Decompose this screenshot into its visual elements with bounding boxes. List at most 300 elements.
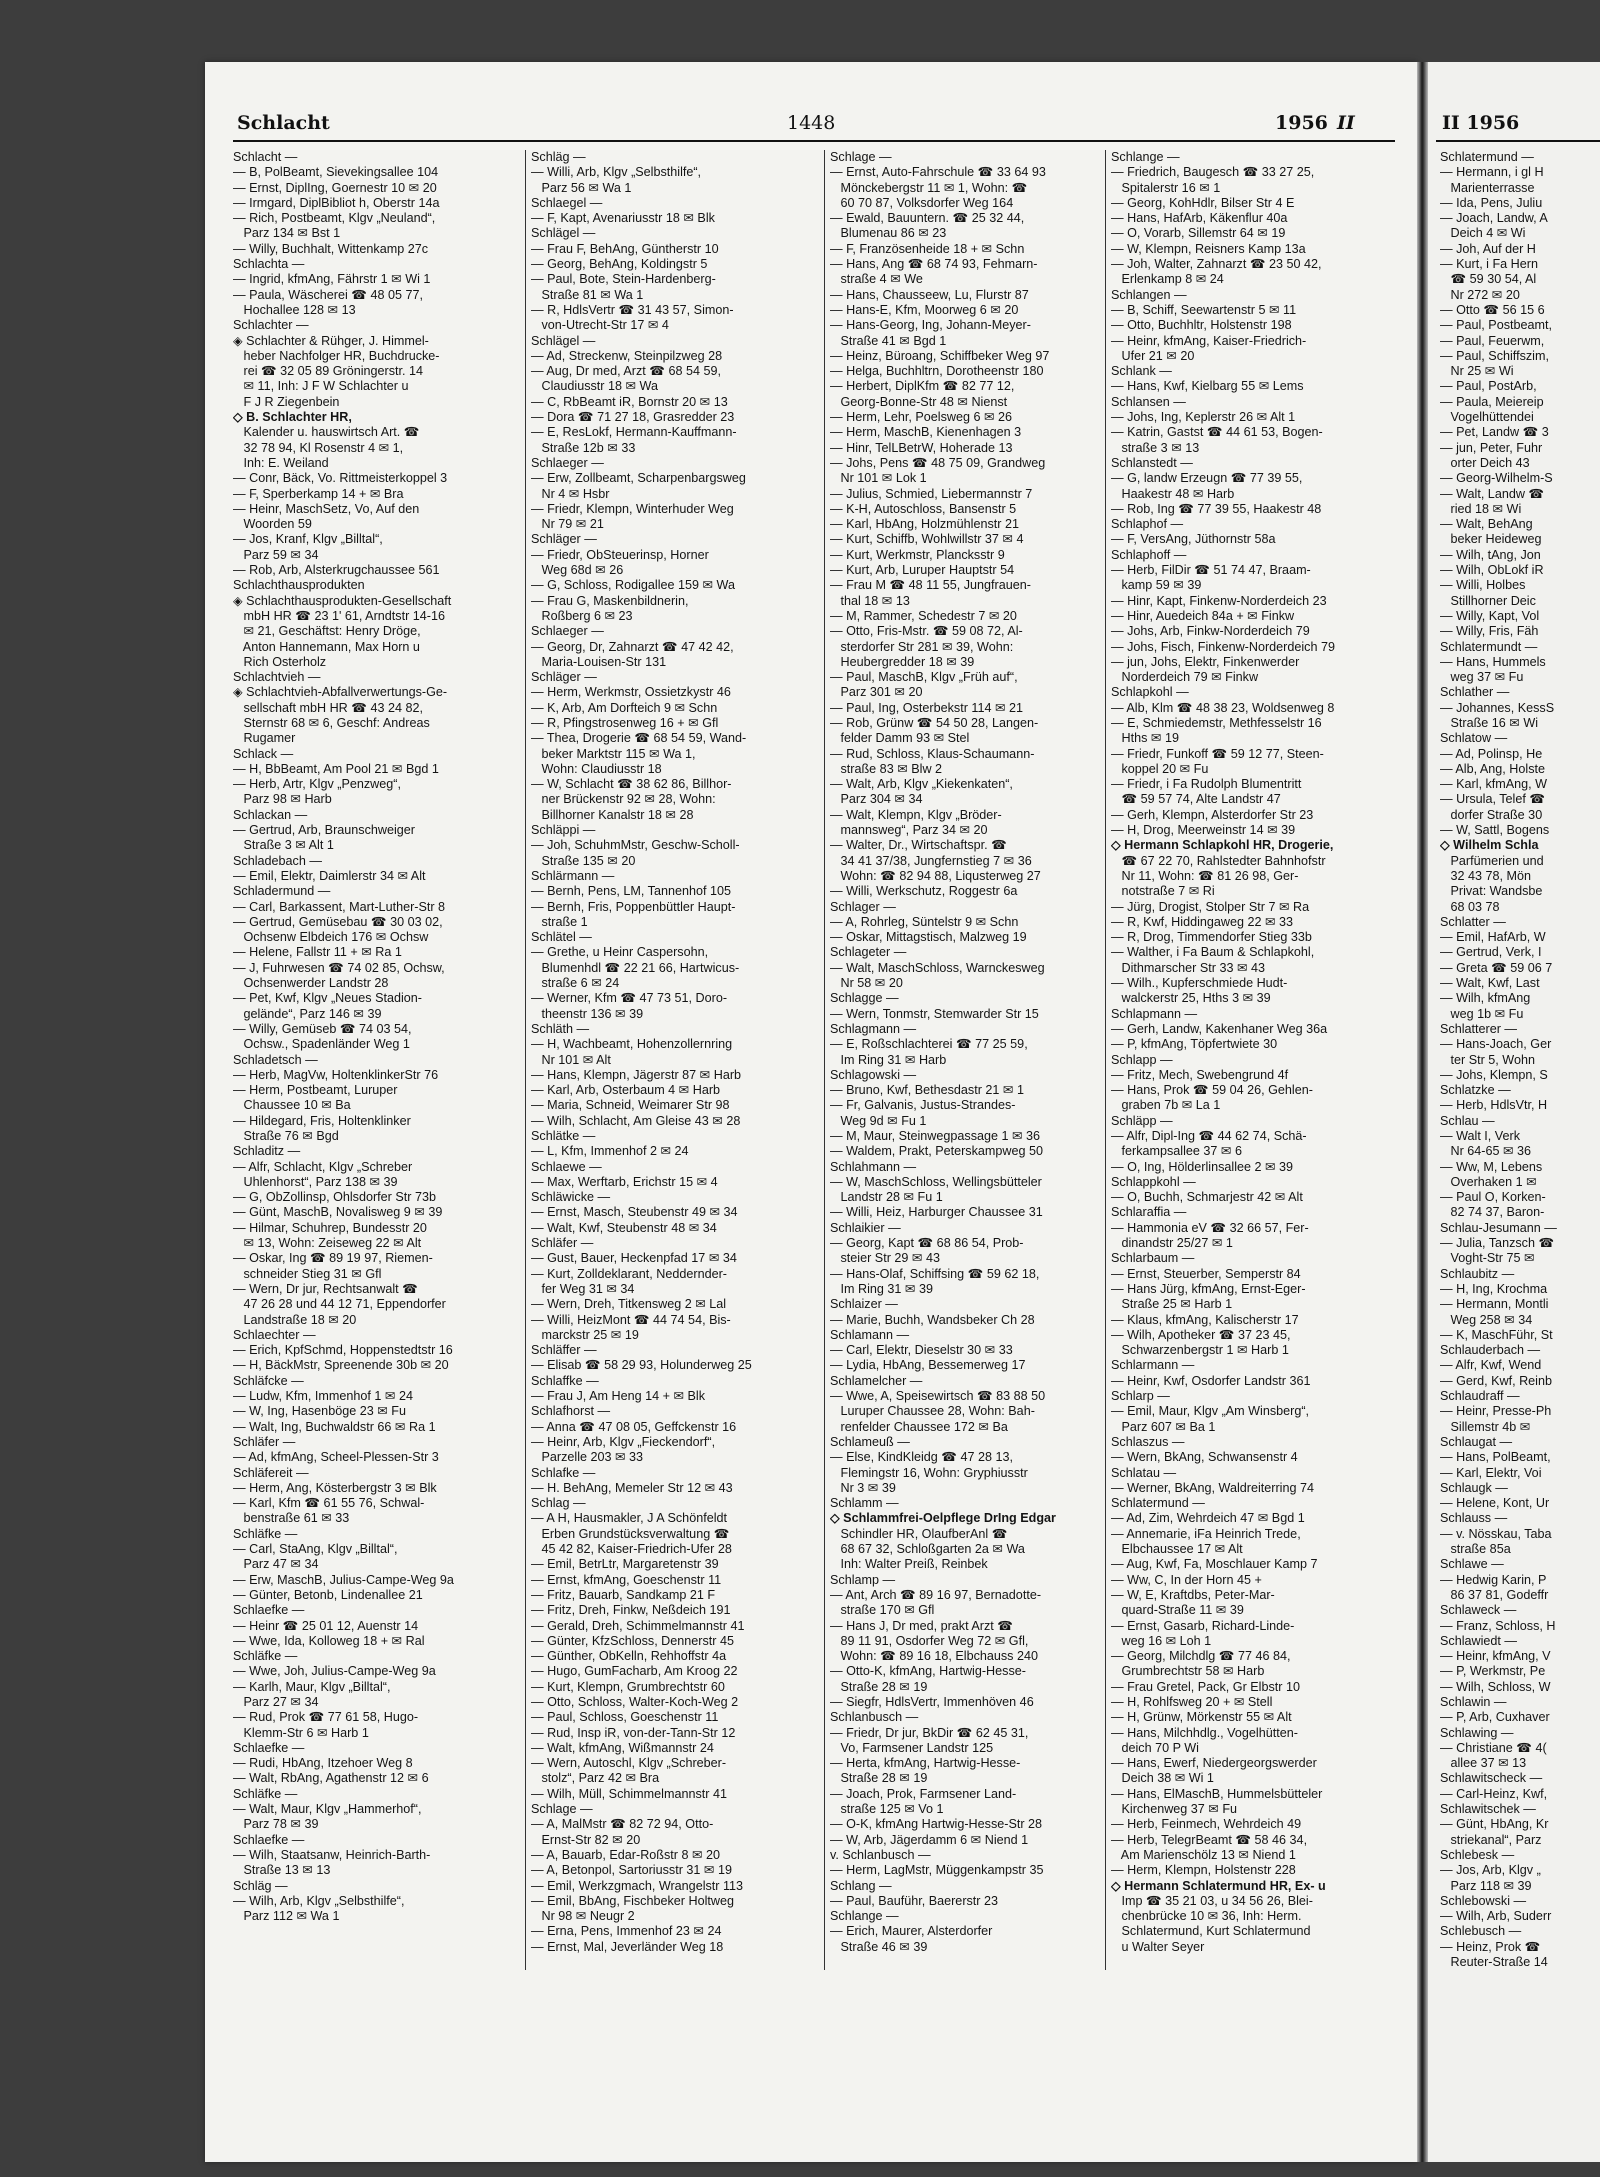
directory-entry-line: Norderdeich 79 ✉ Finkw [1111, 670, 1259, 685]
directory-entry-line: — B, Schiff, Seewartenstr 5 ✉ 11 [1111, 302, 1297, 317]
directory-entry-line: — Jos, Arb, Klgv „ [1440, 1863, 1541, 1878]
directory-entry-line: — Herm, Werkmstr, Ossietzkystr 46 [531, 685, 731, 700]
directory-entry-line: straße 125 ✉ Vo 1 [830, 1802, 944, 1817]
directory-entry-line: — Paul O, Korken- [1440, 1190, 1546, 1205]
directory-entry-line: Schlätel — [531, 930, 592, 945]
directory-entry-line: — Heinz, Prok ☎ [1440, 1939, 1541, 1954]
directory-entry-line: — Gust, Bauer, Heckenpfad 17 ✉ 34 [531, 1251, 737, 1266]
directory-entry-line: — Wilh, Apotheker ☎ 37 23 45, [1111, 1327, 1291, 1342]
directory-entry-line: — Hans, Kwf, Kielbarg 55 ✉ Lems [1111, 379, 1304, 394]
directory-entry-line: — Erich, Maurer, Alsterdorfer [830, 1924, 993, 1939]
directory-entry-line: Luruper Chaussee 28, Wohn: Bah- [830, 1404, 1035, 1419]
directory-entry-line: Stillhorner Deic [1440, 593, 1536, 608]
directory-entry-line: — Gertrud, Gemüsebau ☎ 30 03 02, [233, 914, 443, 929]
directory-entry-line: Nr 101 ✉ Lok 1 [830, 471, 927, 486]
directory-entry-line: 32 43 78, Mön [1440, 868, 1532, 883]
directory-entry-line: Schlebusch — [1440, 1924, 1522, 1939]
directory-entry-line: Marienterrasse [1440, 180, 1535, 195]
directory-entry-line: allee 37 ✉ 13 [1440, 1756, 1527, 1771]
directory-entry-line: — Paul, PostArb, [1440, 379, 1537, 394]
directory-entry-line: — W, MaschSchloss, Wellingsbütteler [830, 1174, 1042, 1189]
directory-entry-line: Schlafhorst — [531, 1404, 611, 1419]
directory-entry-line: — Hans, Prok ☎ 59 04 26, Gehlen- [1111, 1083, 1313, 1098]
directory-entry-line: — Herbert, DiplKfm ☎ 82 77 12, [830, 379, 1015, 394]
directory-entry-line: Schlawe — [1440, 1557, 1504, 1572]
directory-entry-line: straße 4 ✉ We [830, 272, 923, 287]
directory-entry-line: 89 11 91, Osdorfer Weg 72 ✉ Gfl, [830, 1633, 1029, 1648]
directory-entry-line: beker Heideweg [1440, 532, 1542, 547]
directory-entry-line: — Ww, M, Lebens [1440, 1159, 1543, 1174]
column-divider [1105, 150, 1106, 1970]
directory-entry-line: — Walt, kfmAng, Wißmannstr 24 [531, 1740, 714, 1755]
directory-entry-line: — W, Sattl, Bogens [1440, 823, 1550, 838]
directory-entry-line: marckstr 25 ✉ 19 [531, 1327, 639, 1342]
directory-entry-line: — Ernst, Gasarb, Richard-Linde- [1111, 1618, 1295, 1633]
directory-entry-line: — Friedr, ObSteuerinsp, Horner [531, 547, 709, 562]
directory-entry-line: Chaussee 10 ✉ Ba [233, 1098, 351, 1113]
directory-entry-line: Schlaudraff — [1440, 1389, 1520, 1404]
directory-entry-line: — Herb, Artr, Klgv „Penzweg“, [233, 777, 401, 792]
directory-entry-line: — Karl, Kfm ☎ 61 55 76, Schwal- [233, 1496, 425, 1511]
directory-entry-line: — Walt, MaschSchloss, Warnckesweg [830, 960, 1045, 975]
directory-entry-line: — W, Klempn, Reisners Kamp 13a [1111, 241, 1306, 256]
directory-entry-line: Schläfereit — [233, 1465, 309, 1480]
directory-entry-line: Woorden 59 [233, 517, 312, 532]
directory-entry-line: Schlage — [531, 1802, 593, 1817]
directory-entry-line: — Aug, Dr med, Arzt ☎ 68 54 59, [531, 364, 721, 379]
directory-entry-line: — Hans-E, Kfm, Moorweg 6 ✉ 20 [830, 302, 1019, 317]
directory-entry-line: Straße 16 ✉ Wi [1440, 715, 1539, 730]
directory-entry-line: Schlaeger — [531, 624, 604, 639]
directory-entry-line: Schlauderbach — [1440, 1343, 1541, 1358]
directory-entry-line: Anton Hannemann, Max Horn u [233, 639, 420, 654]
directory-entry-line: — Paul, Schiffszim, [1440, 348, 1549, 363]
directory-entry-line: — Wilh, Arb, Klgv „Selbsthilfe“, [233, 1893, 405, 1908]
directory-entry-line: Ochsenw Elbdeich 176 ✉ Ochsw [233, 930, 429, 945]
directory-entry-line: — Hans, PolBeamt, [1440, 1450, 1551, 1465]
directory-entry-line: — Paula, Meiereip [1440, 394, 1544, 409]
directory-entry-line: — Klaus, kfmAng, Kalischerstr 17 [1111, 1312, 1299, 1327]
directory-entry-line: Schläg — [531, 150, 586, 164]
directory-entry-line: — Willi, HeizMont ☎ 44 74 54, Bis- [531, 1312, 731, 1327]
directory-entry-line: — G, Schloss, Rodigallee 159 ✉ Wa [531, 578, 735, 593]
directory-entry-line: Straße 25 ✉ Harb 1 [1111, 1297, 1233, 1312]
directory-entry-line: — Gerd, Kwf, Reinb [1440, 1373, 1552, 1388]
directory-entry-line: Parz 118 ✉ 39 [1440, 1878, 1532, 1893]
directory-entry-line: Schlanstedt — [1111, 455, 1193, 470]
directory-entry-line: — Kurt, Schiffb, Wohlwillstr 37 ✉ 4 [830, 532, 1024, 547]
directory-entry-line: — O, Vorarb, Sillemstr 64 ✉ 19 [1111, 226, 1286, 241]
directory-entry-line: — Heinr, MaschSetz, Vo, Auf den [233, 501, 420, 516]
directory-entry-line: — H, BbBeamt, Am Pool 21 ✉ Bgd 1 [233, 761, 439, 776]
directory-entry-line: — Hermann, i gl H [1440, 165, 1544, 180]
directory-entry-line: — Wern, Dr jur, Rechtsanwalt ☎ [233, 1281, 418, 1296]
next-page-header: II 1956 [1442, 112, 1520, 134]
directory-entry-line: — Wern, BkAng, Schwansenstr 4 [1111, 1450, 1298, 1465]
directory-entry-line: — Walt I, Verk [1440, 1129, 1521, 1143]
directory-entry-line: — Emil, HafArb, W [1440, 930, 1546, 945]
directory-entry-line: — Otto, Schloss, Walter-Koch-Weg 2 [531, 1694, 739, 1709]
directory-entry-line: — Marie, Buchh, Wandsbeker Ch 28 [830, 1312, 1035, 1327]
directory-entry-line: — v. Nösskau, Taba [1440, 1526, 1552, 1541]
directory-entry-line: — Hildegard, Fris, Holtenklinker [233, 1113, 411, 1128]
directory-entry-line: — Carl, Barkassent, Mart-Luther-Str 8 [233, 899, 446, 914]
directory-entry-line: — Fritz, Dreh, Finkw, Neßdeich 191 [531, 1603, 731, 1618]
directory-entry-line: — Joh, Walter, Zahnarzt ☎ 23 50 42, [1111, 257, 1322, 272]
directory-entry-line: — R, HdlsVertr ☎ 31 43 57, Simon- [531, 302, 734, 317]
directory-entry-line: — Paul, Bote, Stein-Hardenberg- [531, 272, 716, 287]
directory-entry-line: Schlagge — [830, 991, 899, 1006]
directory-entry-line: Nr 272 ✉ 20 [1440, 287, 1520, 302]
directory-entry-line: Dithmarscher Str 33 ✉ 43 [1111, 960, 1266, 975]
directory-entry-line: — Alb, Ang, Holste [1440, 761, 1546, 776]
directory-entry-line: — Hans J, Dr med, prakt Arzt ☎ [830, 1618, 1013, 1633]
directory-entry-line: Schlawitschek — [1440, 1802, 1536, 1817]
directory-entry-line: — Conr, Bäck, Vo. Rittmeisterkoppel 3 [233, 471, 448, 486]
directory-entry-line: Schläth — [531, 1021, 590, 1036]
directory-entry-line: — Georg, Dr, Zahnarzt ☎ 47 42 42, [531, 639, 734, 654]
directory-entry-line: Nr 64-65 ✉ 36 [1440, 1144, 1532, 1159]
directory-entry-line: Schläfcke — [233, 1373, 304, 1388]
directory-entry-line: Schläffer — [531, 1343, 597, 1358]
directory-entry-line: — Herb, Feinmech, Wehrdeich 49 [1111, 1817, 1302, 1832]
directory-entry-line: Schlau-Jesumann — [1440, 1220, 1557, 1235]
directory-entry-line: — Jos, Kranf, Klgv „Billtal“, [233, 532, 383, 547]
directory-entry-line: Schlaubitz — [1440, 1266, 1515, 1281]
directory-entry-line: — Willy, Kapt, Vol [1440, 608, 1540, 623]
directory-entry-line: — P, Werkmstr, Pe [1440, 1664, 1546, 1679]
directory-entry-line: Schladitz — [233, 1144, 301, 1159]
directory-entry-line: — Herm, Ang, Kösterbergstr 3 ✉ Blk [233, 1480, 437, 1495]
directory-entry-line: — H, Ing, Krochma [1440, 1281, 1548, 1296]
directory-entry-line: notstraße 7 ✉ Ri [1111, 884, 1215, 899]
directory-entry-line: ◈ Schlachter & Rühger, J. Himmel- [233, 333, 429, 348]
directory-entry-line: Schlaugat — [1440, 1434, 1513, 1449]
directory-entry-line: — O, Buchh, Schmarjestr 42 ✉ Alt [1111, 1190, 1303, 1205]
directory-entry-line: graben 7b ✉ La 1 [1111, 1098, 1221, 1113]
directory-entry-line: stolz“, Parz 42 ✉ Bra [531, 1771, 660, 1786]
directory-entry-line: — Irmgard, DiplBibliot h, Oberstr 14a [233, 195, 440, 210]
directory-entry-line: 68 67 32, Schloßgarten 2a ✉ Wa [830, 1542, 1025, 1557]
directory-entry-line: — Annemarie, iFa Heinrich Trede, [1111, 1526, 1301, 1541]
directory-entry-line: Schlatterer — [1440, 1021, 1517, 1036]
directory-entry-line: heber Nachfolger HR, Buchdrucke- [233, 348, 440, 363]
directory-entry-line: Schlaikier — [830, 1220, 901, 1235]
directory-entry-line: — Heinr, Arb, Klgv „Fieckendorf“, [531, 1434, 716, 1449]
directory-entry-line: — Heinr, Kwf, Osdorfer Landstr 361 [1111, 1373, 1311, 1388]
directory-entry-line: Georg-Bonne-Str 48 ✉ Nienst [830, 394, 1008, 409]
directory-entry-line: Straße 28 ✉ 19 [830, 1679, 928, 1694]
directory-entry-line: Schlachthausprodukten [233, 578, 365, 593]
directory-entry-line: Schlaechter — [233, 1327, 316, 1342]
directory-entry-line: Straße 12b ✉ 33 [531, 440, 636, 455]
directory-entry-line: — Julia, Tanzsch ☎ [1440, 1236, 1555, 1251]
directory-entry-line: — F, Sperberkamp 14 + ✉ Bra [233, 486, 404, 501]
directory-entry-line: Schlatermund — [1111, 1496, 1205, 1511]
directory-entry-line: Schlaefke — [233, 1740, 305, 1755]
directory-entry-line: — Paul, Ing, Osterbekstr 114 ✉ 21 [830, 700, 1024, 715]
directory-entry-line: Schlawing — [1440, 1725, 1514, 1740]
directory-entry-line: 32 78 94, Kl Rosenstr 4 ✉ 1, [233, 440, 404, 455]
directory-entry-line: — Günt, HbAng, Kr [1440, 1817, 1549, 1832]
directory-entry-line: Straße 13 ✉ 13 [233, 1863, 331, 1878]
directory-entry-line: — Paul, Feuerwm, [1440, 333, 1545, 348]
directory-entry-line: Schlauss — [1440, 1511, 1508, 1526]
directory-entry-line: — Herb, MagVw, HoltenklinkerStr 76 [233, 1067, 439, 1082]
directory-entry-line: Schlangen — [1111, 287, 1187, 302]
directory-entry-line: — Rud, Schloss, Klaus-Schaumann- [830, 746, 1035, 761]
directory-entry-line: — C, RbBeamt iR, Bornstr 20 ✉ 13 [531, 394, 728, 409]
directory-entry-line: — K-H, Autoschloss, Bansenstr 5 [830, 501, 1017, 516]
directory-entry-line: Erben Grundstücksverwaltung ☎ [531, 1526, 730, 1541]
directory-entry-line: — Fritz, Mech, Swebengrund 4f [1111, 1067, 1289, 1082]
directory-entry-line: — F, Französenheide 18 + ✉ Schn [830, 241, 1025, 256]
directory-entry-line: — Greta ☎ 59 06 7 [1440, 960, 1553, 975]
directory-entry-line: Schläfer — [233, 1434, 296, 1449]
directory-entry-line: Schlatzke — [1440, 1083, 1511, 1098]
directory-entry-line: — Wilh, kfmAng [1440, 991, 1531, 1006]
directory-entry-line: — Günter, KfzSchloss, Dennerstr 45 [531, 1633, 734, 1648]
directory-entry-line: Schlebesk — [1440, 1847, 1515, 1862]
directory-entry-line: Schladermund — [233, 884, 331, 899]
directory-entry-line: Wohn: ☎ 89 16 18, Elbchauss 240 [830, 1649, 1038, 1664]
directory-entry-line: Schlarmann — [1111, 1358, 1195, 1373]
directory-entry-line: Parz 98 ✉ Harb [233, 792, 332, 807]
directory-entry-line: — A, MalMstr ☎ 82 72 94, Otto- [531, 1817, 714, 1832]
directory-entry-line: — W, Arb, Jägerdamm 6 ✉ Niend 1 [830, 1832, 1029, 1847]
directory-entry-line: Elbchaussee 17 ✉ Alt [1111, 1542, 1243, 1557]
directory-entry-line: — Ant, Arch ☎ 89 16 97, Bernadotte- [830, 1587, 1042, 1602]
directory-entry-line: Schlachtvieh — [233, 670, 321, 685]
directory-entry-line: Schläfke — [233, 1649, 298, 1664]
directory-entry-line: — F, Kapt, Avenariusstr 18 ✉ Blk [531, 211, 715, 226]
directory-entry-line: — Willy, Gemüseb ☎ 74 03 54, [233, 1021, 412, 1036]
directory-entry-line: Schlatermundt — [1440, 639, 1538, 654]
directory-entry-line: Schlawin — [1440, 1694, 1507, 1709]
directory-entry-line: Ufer 21 ✉ 20 [1111, 348, 1195, 363]
directory-page [205, 62, 1417, 2162]
directory-entry-line: — jun, Peter, Fuhr [1440, 440, 1543, 455]
directory-entry-line: — Ad, Zim, Wehrdeich 47 ✉ Bgd 1 [1111, 1511, 1305, 1526]
directory-entry-line: Maria-Louisen-Str 131 [531, 654, 667, 669]
directory-entry-line: Landstr 28 ✉ Fu 1 [830, 1190, 943, 1205]
directory-entry-line: Schlaraffia — [1111, 1205, 1187, 1220]
directory-entry-line: — Hans, Milchhdlg., Vogelhütten- [1111, 1725, 1298, 1740]
directory-entry-line: Claudiusstr 18 ✉ Wa [531, 379, 658, 394]
directory-entry-line: — Lydia, HbAng, Bessemerweg 17 [830, 1358, 1026, 1373]
directory-entry-line: Schläger — [531, 670, 597, 685]
directory-entry-line: — Frau F, BehAng, Güntherstr 10 [531, 241, 719, 256]
directory-entry-line: Hths ✉ 19 [1111, 731, 1179, 746]
directory-entry-line: — Georg-Wilhelm-S [1440, 471, 1553, 486]
directory-entry-line: — Heinr, Presse-Ph [1440, 1404, 1552, 1419]
column-divider [525, 150, 526, 1970]
directory-entry-line: — Hans Jürg, kfmAng, Ernst-Eger- [1111, 1281, 1306, 1296]
directory-entry-line: — Wwe, Ida, Kolloweg 18 + ✉ Ral [233, 1633, 425, 1648]
directory-entry-line: Wohn: Claudiusstr 18 [531, 761, 662, 776]
directory-entry-line: ◇ Wilhelm Schla [1440, 838, 1539, 853]
directory-entry-line: Schlagowski — [830, 1067, 917, 1082]
directory-entry-line: thal 18 ✉ 13 [830, 593, 910, 608]
directory-entry-line: — Friedr, Dr jur, BkDir ☎ 62 45 31, [830, 1725, 1029, 1740]
directory-entry-line: — H, Wachbeamt, Hohenzollernring [531, 1037, 733, 1052]
directory-entry-line: — Walt, Kwf, Last [1440, 976, 1540, 991]
directory-entry-line: weg 1b ✉ Fu [1440, 1006, 1524, 1021]
directory-entry-line: Parzelle 203 ✉ 33 [531, 1450, 644, 1465]
directory-entry-line: — Emil, Werkzgmach, Wrangelstr 113 [531, 1878, 744, 1893]
directory-entry-line: Deich 4 ✉ Wi [1440, 226, 1526, 241]
directory-entry-line: — Else, KindKleidg ☎ 47 28 13, [830, 1450, 1014, 1465]
directory-entry-line: mannsweg“, Parz 34 ✉ 20 [830, 823, 988, 838]
directory-entry-line: — Georg, Milchdlg ☎ 77 46 84, [1111, 1649, 1291, 1664]
directory-entry-line: ☎ 59 57 74, Alte Landstr 47 [1111, 792, 1281, 807]
directory-entry-line: — Walt, BehAng [1440, 517, 1533, 532]
directory-entry-line: Weg 258 ✉ 34 [1440, 1312, 1533, 1327]
directory-entry-line: — Ernst, Masch, Steubenstr 49 ✉ 34 [531, 1205, 738, 1220]
directory-entry-line: — Oskar, Mittagstisch, Malzweg 19 [830, 930, 1027, 945]
directory-entry-line: — Johs, Fisch, Finkenw-Norderdeich 79 [1111, 639, 1335, 654]
directory-entry-line: Overhaken 1 ✉ [1440, 1174, 1537, 1189]
directory-entry-line: Schlägel — [531, 333, 596, 348]
directory-entry-line: — Herm, Postbeamt, Luruper [233, 1083, 398, 1098]
directory-entry-line: — Hinr, Kapt, Finkenw-Norderdeich 23 [1111, 593, 1327, 608]
directory-entry-line: Schlapkohl — [1111, 685, 1189, 700]
directory-entry-line: — Günther, ObKelln, Rehhoffstr 4a [531, 1649, 727, 1664]
directory-entry-line: straße 6 ✉ 24 [531, 976, 620, 991]
directory-entry-line: Parz 607 ✉ Ba 1 [1111, 1419, 1216, 1434]
directory-entry-line: — Rud, Insp iR, von-der-Tann-Str 12 [531, 1725, 736, 1740]
directory-entry-line: — K, Arb, Am Dorfteich 9 ✉ Schn [531, 700, 718, 715]
directory-entry-line: — Hans, HafArb, Käkenflur 40a [1111, 211, 1288, 226]
directory-entry-line: — Joh, Auf der H [1440, 241, 1536, 256]
directory-entry-line: — Herm, Lehr, Poelsweg 6 ✉ 26 [830, 410, 1013, 425]
directory-entry-line: — Frau M ☎ 48 11 55, Jungfrauen- [830, 578, 1031, 593]
directory-entry-line: Schlaweck — [1440, 1603, 1517, 1618]
directory-entry-line: — P, kfmAng, Töpfertwiete 30 [1111, 1037, 1278, 1052]
directory-entry-line: Schlawiedt — [1440, 1633, 1517, 1648]
directory-entry-line: ◇ Schlammfrei-Oelpflege DrIng Edgar [830, 1511, 1056, 1526]
directory-entry-line: Sternstr 68 ✉ 6, Geschf: Andreas [233, 715, 430, 730]
directory-entry-line: — Heinr, kfmAng, Kaiser-Friedrich- [1111, 333, 1307, 348]
directory-entry-line: benstraße 61 ✉ 33 [233, 1511, 350, 1526]
directory-entry-line: Nr 25 ✉ Wi [1440, 364, 1514, 379]
directory-entry-line: — Ursula, Telef ☎ [1440, 792, 1546, 807]
directory-entry-line: ✉ 13, Wohn: Zeiseweg 22 ✉ Alt [233, 1236, 422, 1251]
next-header-rule [1436, 140, 1600, 142]
directory-entry-line: beker Marktstr 115 ✉ Wa 1, [531, 746, 696, 761]
directory-entry-line: — E, ResLokf, Hermann-Kauffmann- [531, 425, 737, 440]
directory-entry-line: — Kurt, Klempn, Grumbrechtstr 60 [531, 1679, 725, 1694]
directory-entry-line: ✉ 11, Inh: J F W Schlachter u [233, 379, 409, 394]
directory-entry-line: — Frau J, Am Heng 14 + ✉ Blk [531, 1389, 705, 1404]
directory-entry-line: Straße 3 ✉ Alt 1 [233, 838, 334, 853]
directory-entry-line: ☎ 59 30 54, Al [1440, 272, 1537, 287]
directory-entry-line: Schlachter — [233, 318, 309, 333]
directory-entry-line: — Herm, MaschB, Kienenhagen 3 [830, 425, 1022, 440]
directory-entry-line: — Otto-K, kfmAng, Hartwig-Hesse- [830, 1664, 1026, 1679]
directory-entry-line: — Hinr, TelLBetrW, Hoherade 13 [830, 440, 1013, 455]
directory-entry-line: — Otto, Fris-Mstr. ☎ 59 08 72, Al- [830, 624, 1023, 639]
directory-entry-line: Schlagmann — [830, 1021, 917, 1036]
directory-entry-line: — Emil, BetrLtr, Margaretenstr 39 [531, 1557, 719, 1572]
directory-entry-line: — Bruno, Kwf, Bethesdastr 21 ✉ 1 [830, 1083, 1024, 1098]
directory-entry-line: — Ernst, Auto-Fahrschule ☎ 33 64 93 [830, 165, 1046, 180]
directory-entry-line: — Walt, Klempn, Klgv „Bröder- [830, 807, 1002, 822]
directory-entry-line: Schlawitscheck — [1440, 1771, 1543, 1786]
directory-entry-line: — L, Kfm, Immenhof 2 ✉ 24 [531, 1144, 689, 1159]
directory-entry-line: — Walt, Kwf, Steubenstr 48 ✉ 34 [531, 1220, 717, 1235]
directory-entry-line: — Aug, Kwf, Fa, Moschlauer Kamp 7 [1111, 1557, 1318, 1572]
next-page-column [1440, 150, 1600, 1970]
directory-entry-line: chenbrücke 10 ✉ 36, Inh: Herm. [1111, 1909, 1302, 1924]
directory-entry-line: — Willi, Arb, Klgv „Selbsthilfe“, [531, 165, 702, 180]
directory-entry-line: — Wilh, Schlacht, Am Gleise 43 ✉ 28 [531, 1113, 741, 1128]
directory-entry-line: — Paul, Bauführ, Baererstr 23 [830, 1893, 999, 1908]
directory-entry-line: — Emil, Elektr, Daimlerstr 34 ✉ Alt [233, 868, 426, 883]
directory-entry-line: Schläwicke — [531, 1190, 611, 1205]
directory-entry-line: Schlackan — [233, 807, 308, 822]
directory-entry-line: Deich 38 ✉ Wi 1 [1111, 1771, 1214, 1786]
directory-entry-line: — Elisab ☎ 58 29 93, Holunderweg 25 [531, 1358, 752, 1373]
directory-entry-line: — Hugo, GumFacharb, Am Kroog 22 [531, 1664, 738, 1679]
directory-entry-line: Blumenau 86 ✉ 23 [830, 226, 947, 241]
directory-entry-line: — Herm, Klempn, Holstenstr 228 [1111, 1863, 1296, 1878]
directory-entry-line: — Herb, FilDir ☎ 51 74 47, Braam- [1111, 563, 1311, 578]
directory-entry-line: — W, Schlacht ☎ 38 62 86, Billhor- [531, 777, 732, 792]
directory-entry-line: — Wilh., Kupferschmiede Hudt- [1111, 976, 1288, 991]
directory-entry-line: u Walter Seyer [1111, 1939, 1205, 1954]
directory-entry-line: Schlange — [830, 1909, 899, 1924]
directory-entry-line: steier Str 29 ✉ 43 [830, 1251, 940, 1266]
directory-entry-line: — Rud, Prok ☎ 77 61 58, Hugo- [233, 1710, 419, 1725]
directory-entry-line: v. Schlanbusch — [830, 1847, 931, 1862]
directory-entry-line: — Hans, ElMaschB, Hummelsbütteler [1111, 1786, 1323, 1801]
directory-entry-line: — Wern, Autoschl, Klgv „Schreber- [531, 1756, 727, 1771]
directory-entry-line: — Ww, C, In der Horn 45 + [1111, 1572, 1262, 1587]
directory-entry-line: ◈ Schlachtvieh-Abfallverwertungs-Ge- [233, 685, 448, 700]
directory-entry-line: — Günt, MaschB, Novalisweg 9 ✉ 39 [233, 1205, 443, 1220]
directory-entry-line: — Helene, Kont, Ur [1440, 1496, 1550, 1511]
directory-entry-line: 60 70 87, Volksdorfer Weg 164 [830, 195, 1014, 210]
directory-entry-line: sellschaft mbH HR ☎ 43 24 82, [233, 700, 423, 715]
directory-entry-line: — Ad, Streckenw, Steinpilzweg 28 [531, 348, 723, 363]
directory-entry-line: Schlärmann — [531, 868, 615, 883]
directory-entry-line: Am Marienschölz 13 ✉ Niend 1 [1111, 1847, 1296, 1862]
directory-entry-line: Schläfke — [233, 1526, 298, 1541]
directory-entry-line: — Paul, Schloss, Goeschenstr 11 [531, 1710, 719, 1725]
directory-entry-line: — Ernst, Mal, Jeverländer Weg 18 [531, 1939, 724, 1954]
directory-entry-line: — jun, Johs, Elektr, Finkenwerder [1111, 654, 1300, 669]
directory-entry-line: — Herb, HdlsVtr, H [1440, 1098, 1548, 1113]
directory-entry-line: walckerstr 25, Hths 3 ✉ 39 [1111, 991, 1271, 1006]
directory-entry-line: — Ida, Pens, Juliu [1440, 195, 1543, 210]
directory-entry-line: — Julius, Schmied, Liebermannstr 7 [830, 486, 1033, 501]
directory-entry-line: Billhorner Kanalstr 18 ✉ 28 [531, 807, 694, 822]
directory-entry-line: Schlaegel — [531, 195, 603, 210]
directory-entry-line: Weg 9d ✉ Fu 1 [830, 1113, 927, 1128]
running-head: Schlacht [237, 112, 330, 134]
directory-entry-line: — Carl, Elektr, Dieselstr 30 ✉ 33 [830, 1343, 1013, 1358]
directory-entry-line: — Georg, KohHdlr, Bilser Str 4 E [1111, 195, 1295, 210]
directory-entry-line: — A, Rohrleg, Süntelstr 9 ✉ Schn [830, 914, 1019, 929]
directory-entry-line: — Wwe, A, Speisewirtsch ☎ 83 88 50 [830, 1389, 1046, 1404]
directory-entry-line: — Friedr, Klempn, Winterhuder Weg [531, 501, 734, 516]
directory-entry-line: Rugamer [233, 731, 296, 746]
directory-entry-line: ☎ 67 22 70, Rahlstedter Bahnhofstr [1111, 853, 1326, 868]
directory-entry-line: — Georg, Kapt ☎ 68 86 54, Prob- [830, 1236, 1024, 1251]
volume: II [1337, 112, 1355, 134]
directory-entry-line: — O-K, kfmAng Hartwig-Hesse-Str 28 [830, 1817, 1043, 1832]
